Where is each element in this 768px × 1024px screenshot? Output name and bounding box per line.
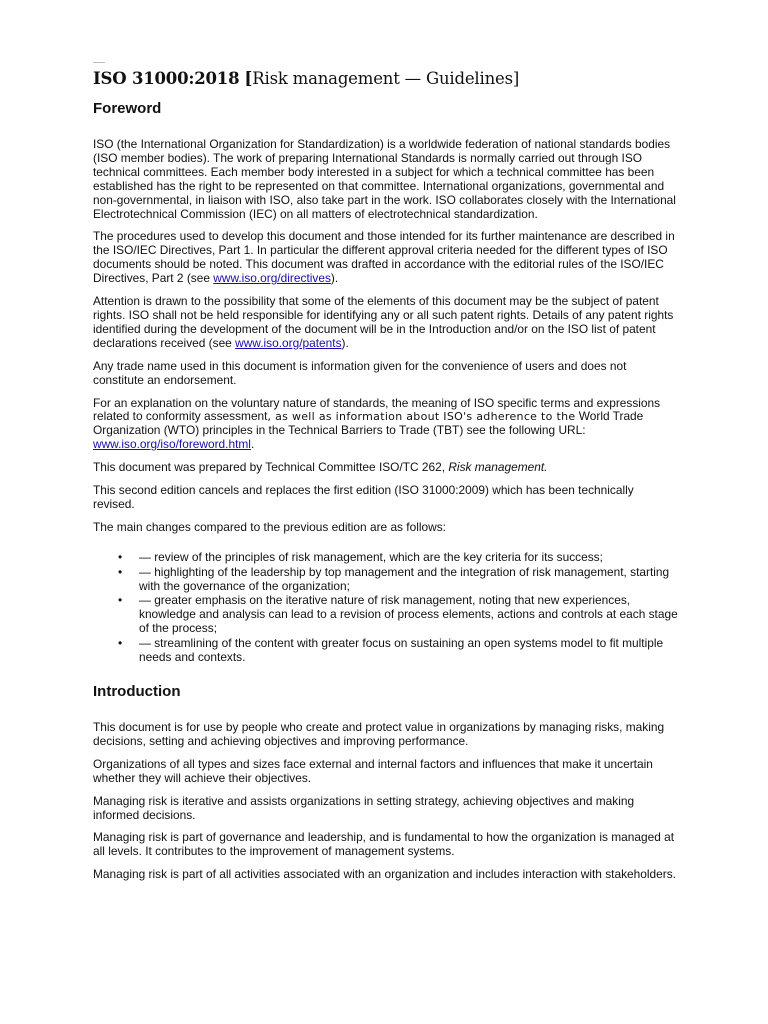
standard-name: Risk management — Guidelines	[252, 69, 513, 88]
title-close-bracket: ]	[512, 69, 520, 88]
list-item	[93, 637, 678, 665]
committee-name: Risk management.	[448, 460, 548, 475]
list-item	[93, 551, 678, 565]
patents-link[interactable]: www.iso.org/patents	[235, 335, 342, 350]
bullet-icon: •	[118, 636, 123, 651]
foreword-paragraph-5-tail: , as well as information about ISO's adherence to the	[267, 410, 576, 424]
bullet-icon: •	[118, 564, 123, 579]
foreword-paragraph-3	[93, 295, 678, 351]
introduction-paragraph-4: Managing risk is part of governance and leadership, and is fundamental to how the organization is managed at all levels. It contributes to the improvement of management systems.	[93, 830, 675, 859]
introduction-heading: Introduction	[93, 683, 181, 700]
foreword-paragraph-5-text: For an explanation on the voluntary nature of standards, the meaning of ISO specific terms and expressions related to conformity assessment	[93, 395, 661, 424]
list-item-text: — greater emphasis on the iterative nature of risk management, noting that new experiences, knowledge and analysis can lead to a revision of process elements, actions and controls at each stage of the process;	[139, 593, 678, 636]
bullet-icon: •	[118, 593, 123, 608]
foreword-paragraph-8: The main changes compared to the previous edition are as follows:	[93, 519, 446, 534]
foreword-paragraph-3-end: ).	[341, 335, 349, 350]
directives-link[interactable]: www.iso.org/directives	[213, 271, 331, 286]
foreword-paragraph-2-text: The procedures used to develop this document and those intended for its further maintenance are described in the ISO/IEC Directives, Part 1. In particular the different approval criteria needed for the different types of ISO documents should be noted. This document was drafted in accordance with the editorial rules of the ISO/IEC Directives, Part 2 (see	[93, 229, 675, 286]
foreword-paragraph-4: Any trade name used in this document is information given for the convenience of users and does not constitute an endorsement.	[93, 358, 627, 387]
title-open-bracket: [	[244, 69, 253, 89]
introduction-paragraph-2: Organizations of all types and sizes face external and internal factors and influences that make it uncertain whether they will achieve their objectives.	[93, 756, 653, 785]
foreword-paragraph-6-text: This document was prepared by Technical Committee ISO/TC 262,	[93, 460, 449, 475]
list-item-text: — review of the principles of risk management, which are the key criteria for its success;	[139, 549, 603, 564]
list-item	[93, 594, 678, 636]
foreword-paragraph-5-text2: World Trade Organization (WTO) principles in the Technical Barriers to Trade (TBT) see the following URL:	[93, 409, 644, 438]
introduction-paragraph-3: Managing risk is iterative and assists organizations in setting strategy, achieving objectives and making informed decisions.	[93, 793, 635, 822]
foreword-url-link[interactable]: www.iso.org/iso/foreword.html	[93, 437, 251, 452]
foreword-paragraph-2	[93, 230, 678, 286]
foreword-paragraph-5-end: .	[250, 437, 255, 452]
foreword-paragraph-3-text: Attention is drawn to the possibility that some of the elements of this document may be the subject of patent rights. ISO shall not be held responsible for identifying any or all such patent rights. Details of any patent rights identified during the development of the document will be in the Introduction and/or on the ISO list of patent declarations received (see	[93, 294, 674, 350]
foreword-paragraph-7: This second edition cancels and replaces the first edition (ISO 31000:2009) which has been technically revised.	[93, 483, 634, 511]
foreword-paragraph-2-end: ).	[330, 271, 339, 286]
foreword-paragraph-5	[93, 397, 678, 453]
bullet-icon: •	[118, 549, 123, 564]
foreword-paragraph-6	[93, 461, 678, 475]
foreword-paragraph-1: ISO (the International Organization for Standardization) is a worldwide federation of national standards bodies (ISO member bodies). The work of preparing International Standards is normally carried out through ISO technical committees. Each member body interested in a subject for which a technical committee has been established has the right to be represented on that committee. International organizations, governmental and non-governmental, in liaison with ISO, also take part in the work. ISO collaborates closely with the International Electrotechnical Commission (IEC) on all matters of electrotechnical standardization.	[93, 137, 676, 221]
introduction-paragraph-5: Managing risk is part of all activities associated with an organization and includes interaction with stakeholders.	[93, 867, 676, 882]
foreword-heading: Foreword	[93, 100, 162, 117]
list-item-text: — streamlining of the content with greater focus on sustaining an open systems model to fit multiple needs and contexts.	[139, 636, 664, 665]
document-title	[93, 68, 678, 90]
document-page	[93, 60, 678, 891]
list-item-text: — highlighting of the leadership by top management and the integration of risk management, starting with the governance of the organization;	[139, 564, 670, 593]
introduction-paragraph-1: This document is for use by people who create and protect value in organizations by managing risks, making decisions, setting and achieving objectives and improving performance.	[93, 720, 665, 748]
changes-list	[93, 551, 678, 665]
standard-code: ISO 31000:2018	[93, 69, 240, 88]
list-item	[93, 566, 678, 594]
